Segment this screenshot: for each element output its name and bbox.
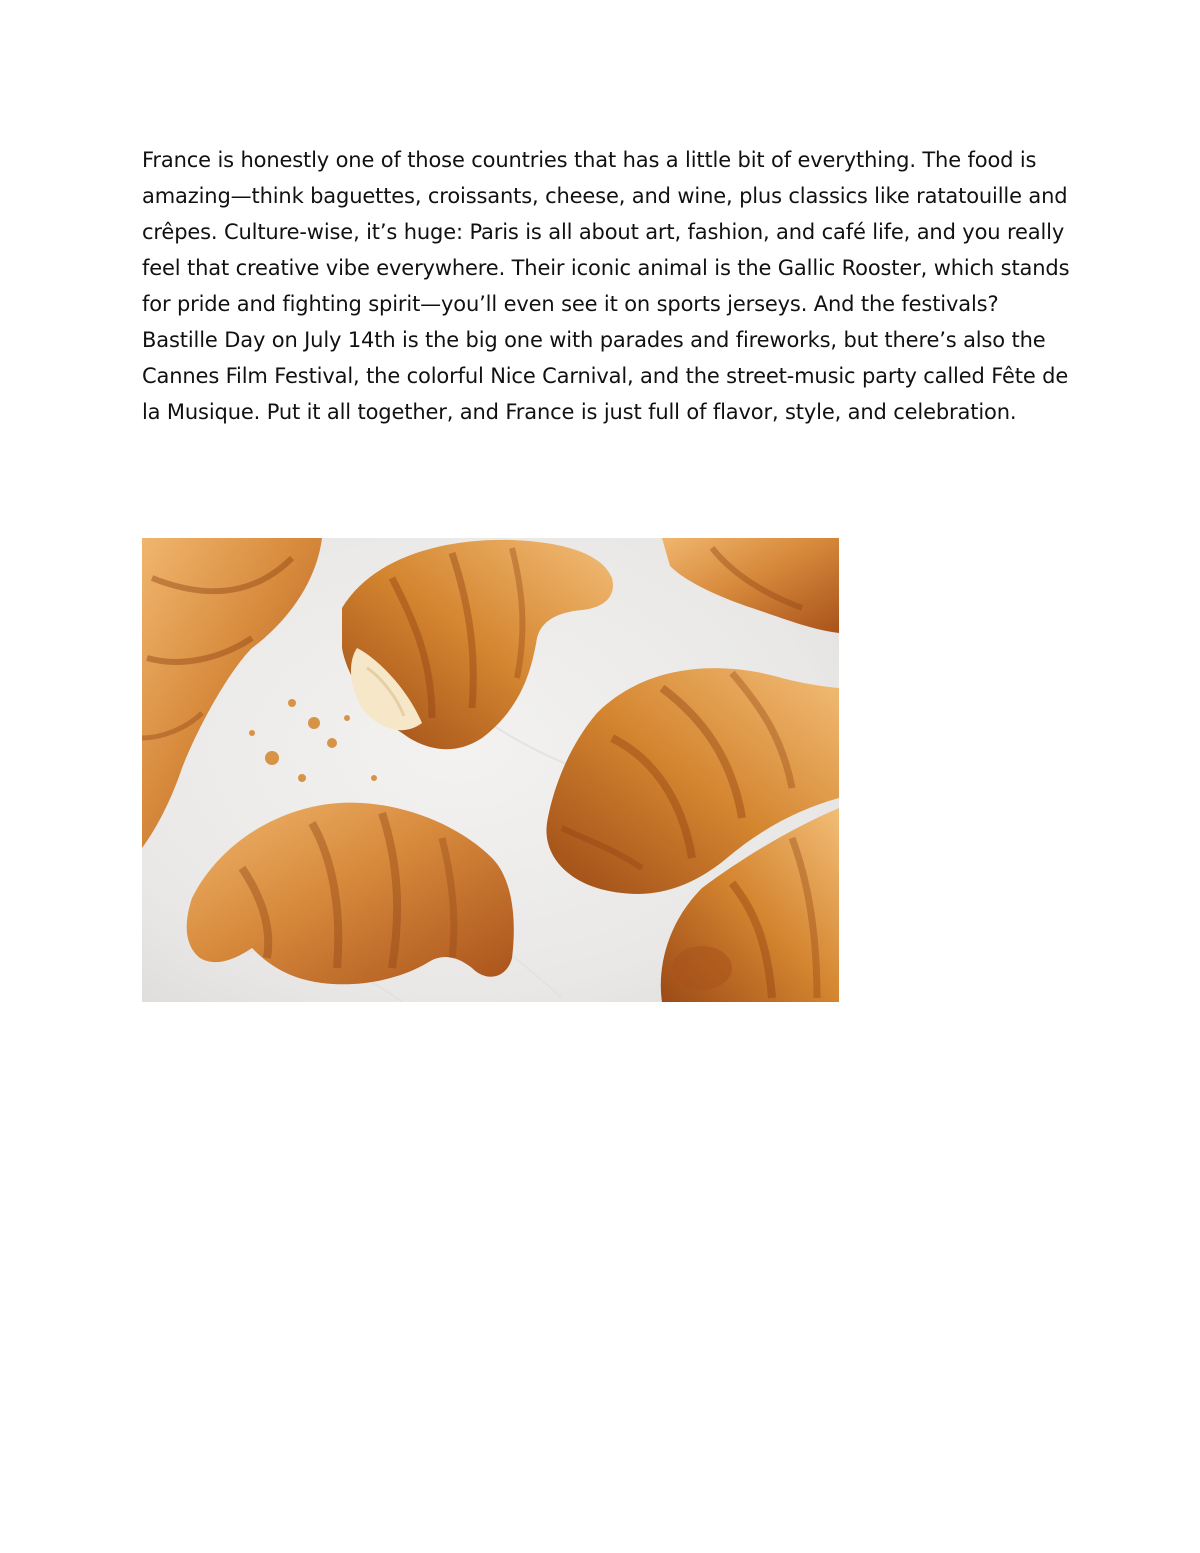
- body-paragraph: France is honestly one of those countries that has a little bit of everything. The food is amazing—think baguettes, croissants, cheese, and wine, plus classics like ratatouille and crêpes. Culture-wise, it’s huge: Paris is all about art, fashion, and café life, and you really feel that creative vibe everywhere. Their iconic animal is the Gallic Rooster, which stands for pride and fighting spirit—you’ll even see it on sports jerseys. And the festivals? Bastille Day on July 14th is the big one with parades and fireworks, but there’s also the Cannes Film Festival, the colorful Nice Carnival, and the street-music party called Fête de la Musique. Put it all together, and France is just full of flavor, style, and celebration.: [142, 148, 1070, 424]
- croissants-photo: [142, 538, 839, 1002]
